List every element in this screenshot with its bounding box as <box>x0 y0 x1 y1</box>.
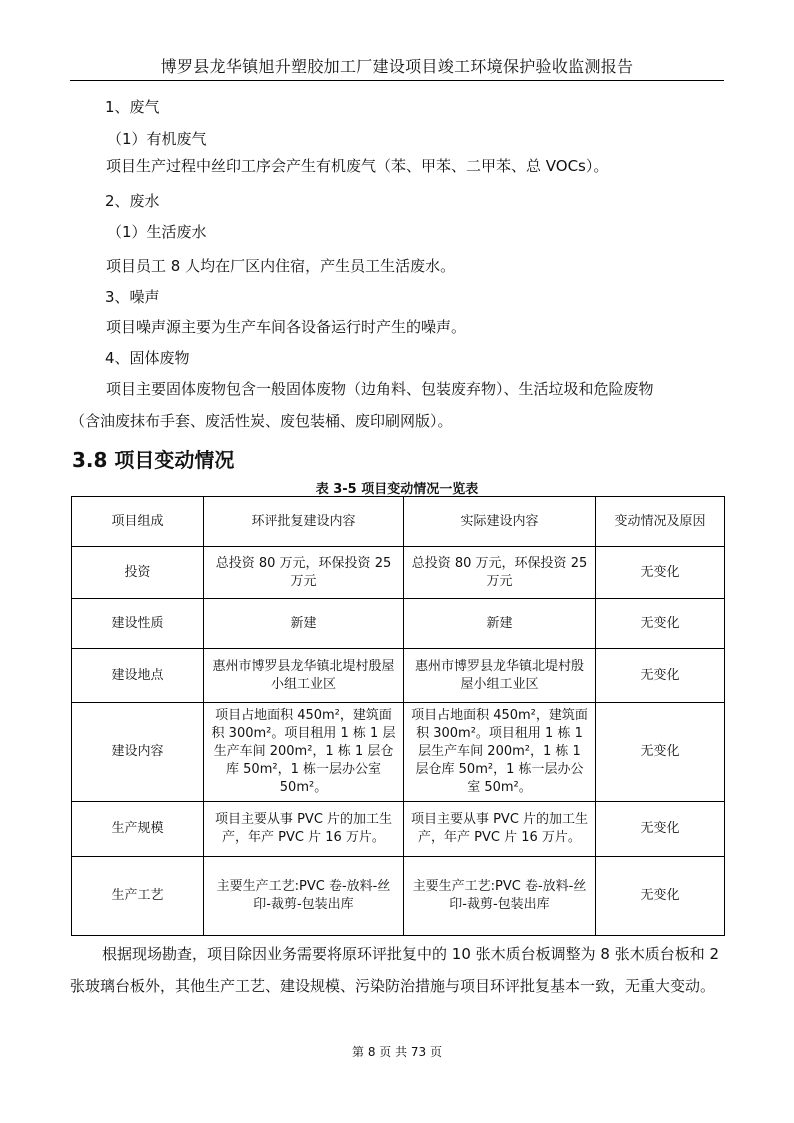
table-cell: 新建 <box>204 599 404 649</box>
header-divider <box>70 80 724 81</box>
table-cell: 总投资 80 万元，环保投资 25 万元 <box>204 547 404 599</box>
report-header: 博罗县龙华镇旭升塑胶加工厂建设项目竣工环境保护验收监测报告 <box>160 57 634 76</box>
heading-solid-waste: 4、固体废物 <box>105 349 190 367</box>
text-solid-waste-2: （含油废抹布手套、废活性炭、废包装桶、废印刷网版）。 <box>70 412 453 430</box>
table-cell: 建设内容 <box>72 703 204 802</box>
heading-noise: 3、噪声 <box>105 288 160 306</box>
table-cell: 无变化 <box>596 599 725 649</box>
heading-waste-water: 2、废水 <box>105 192 160 210</box>
table-cell: 建设地点 <box>72 649 204 703</box>
table-row <box>72 599 725 649</box>
table-cell: 投资 <box>72 547 204 599</box>
text-solid-waste-1: 项目主要固体废物包含一般固体废物（边角料、包装废弃物）、生活垃圾和危险废物 <box>106 380 654 398</box>
table-cell: 项目主要从事 PVC 片的加工生产，年产 PVC 片 16 万片。 <box>204 802 404 857</box>
table-cell: 新建 <box>404 599 596 649</box>
table-cell: 无变化 <box>596 802 725 857</box>
col-header: 环评批复建设内容 <box>204 497 404 547</box>
table-cell: 惠州市博罗县龙华镇北堤村殷屋小组工业区 <box>204 649 404 703</box>
table-cell: 生产工艺 <box>72 857 204 936</box>
page-number: 第 8 页 共 73 页 <box>352 1045 442 1059</box>
subheading-domestic-water: （1）生活废水 <box>107 223 207 241</box>
col-header: 实际建设内容 <box>404 497 596 547</box>
table-cell: 无变化 <box>596 547 725 599</box>
project-change-table <box>71 496 725 936</box>
table-header-row <box>72 497 725 547</box>
conclusion-paragraph: 根据现场勘查，项目除因业务需要将原环评批复中的 10 张木质台板调整为 8 张木质台板和 2 张玻璃台板外，其他生产工艺、建设规模、污染防治措施与项目环评批复基本一致，无重大变动。 <box>70 945 720 995</box>
text-domestic-water: 项目员工 8 人均在厂区内住宿，产生员工生活废水。 <box>106 257 456 275</box>
col-header: 变动情况及原因 <box>596 497 725 547</box>
table-cell: 总投资 80 万元，环保投资 25 万元 <box>404 547 596 599</box>
table-cell: 惠州市博罗县龙华镇北堤村殷屋小组工业区 <box>404 649 596 703</box>
table-cell: 主要生产工艺:PVC 卷-放料-丝印-裁剪-包装出库 <box>204 857 404 936</box>
table-row <box>72 547 725 599</box>
table-row <box>72 802 725 857</box>
table-cell: 项目主要从事 PVC 片的加工生产，年产 PVC 片 16 万片。 <box>404 802 596 857</box>
section-title: 3.8 项目变动情况 <box>72 448 235 472</box>
col-header: 项目组成 <box>72 497 204 547</box>
table-cell: 无变化 <box>596 703 725 802</box>
table-row <box>72 703 725 802</box>
table-row <box>72 857 725 936</box>
table-cell: 项目占地面积 450m²，建筑面积 300m²。项目租用 1 栋 1 层生产车间 200m²，1 栋 1 层仓库 50m²，1 栋一层办公室 50m²。 <box>204 703 404 802</box>
table-cell: 建设性质 <box>72 599 204 649</box>
table-row <box>72 649 725 703</box>
text-organic-gas: 项目生产过程中丝印工序会产生有机废气（苯、甲苯、二甲苯、总 VOCs）。 <box>106 157 609 175</box>
table-cell: 项目占地面积 450m²，建筑面积 300m²。项目租用 1 栋 1 层生产车间 200m²，1 栋 1 层仓库 50m²，1 栋一层办公室 50m²。 <box>404 703 596 802</box>
table-cell: 无变化 <box>596 857 725 936</box>
table-cell: 主要生产工艺:PVC 卷-放料-丝印-裁剪-包装出库 <box>404 857 596 936</box>
subheading-organic-gas: （1）有机废气 <box>107 130 207 148</box>
heading-waste-gas: 1、废气 <box>105 98 160 116</box>
text-noise: 项目噪声源主要为生产车间各设备运行时产生的噪声。 <box>106 318 467 336</box>
table-cell: 无变化 <box>596 649 725 703</box>
table-cell: 生产规模 <box>72 802 204 857</box>
table-caption: 表 3-5 项目变动情况一览表 <box>315 482 479 497</box>
